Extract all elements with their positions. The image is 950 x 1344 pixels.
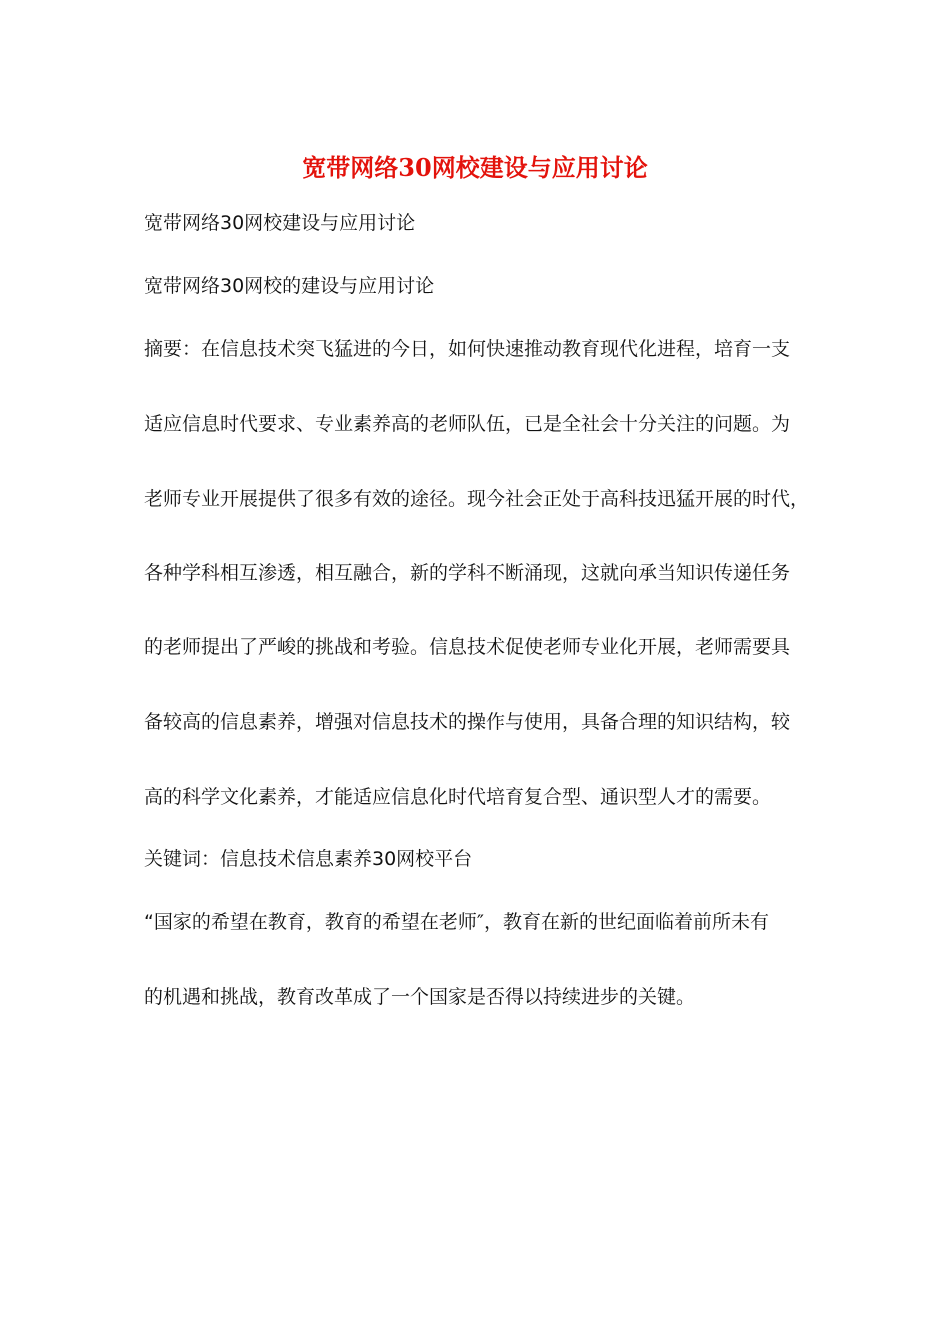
heading-line-1: 宽带网络30网校建设与应用讨论 [144, 212, 416, 234]
keywords-line: 关键词：信息技术信息素养30网校平台 [144, 848, 473, 870]
abstract-line-7: 高的科学文化素养，才能适应信息化时代培育复合型、通识型人才的需要。 [144, 786, 772, 808]
body-line-1: “国家的希望在教育，教育的希望在老师″，教育在新的世纪面临着前所未有 [144, 911, 769, 933]
abstract-line-5: 的老师提出了严峻的挑战和考验。信息技术促使老师专业化开展，老师需要具 [144, 636, 791, 658]
heading-line-2: 宽带网络30网校的建设与应用讨论 [144, 275, 435, 297]
abstract-line-1: 摘要：在信息技术突飞猛进的今日，如何快速推动教育现代化进程，培育一支 [144, 338, 791, 360]
body-line-2: 的机遇和挑战，教育改革成了一个国家是否得以持续进步的关键。 [144, 986, 696, 1008]
abstract-line-6: 备较高的信息素养，增强对信息技术的操作与使用，具备合理的知识结构，较 [144, 711, 791, 733]
abstract-line-4: 各种学科相互渗透，相互融合，新的学科不断涌现，这就向承当知识传递任务 [144, 562, 791, 584]
document-title: 宽带网络30网校建设与应用讨论 [302, 153, 648, 182]
abstract-line-2: 适应信息时代要求、专业素养高的老师队伍，已是全社会十分关注的问题。为 [144, 413, 791, 435]
abstract-line-3: 老师专业开展提供了很多有效的途径。现今社会正处于高科技迅猛开展的时代， [144, 488, 810, 510]
